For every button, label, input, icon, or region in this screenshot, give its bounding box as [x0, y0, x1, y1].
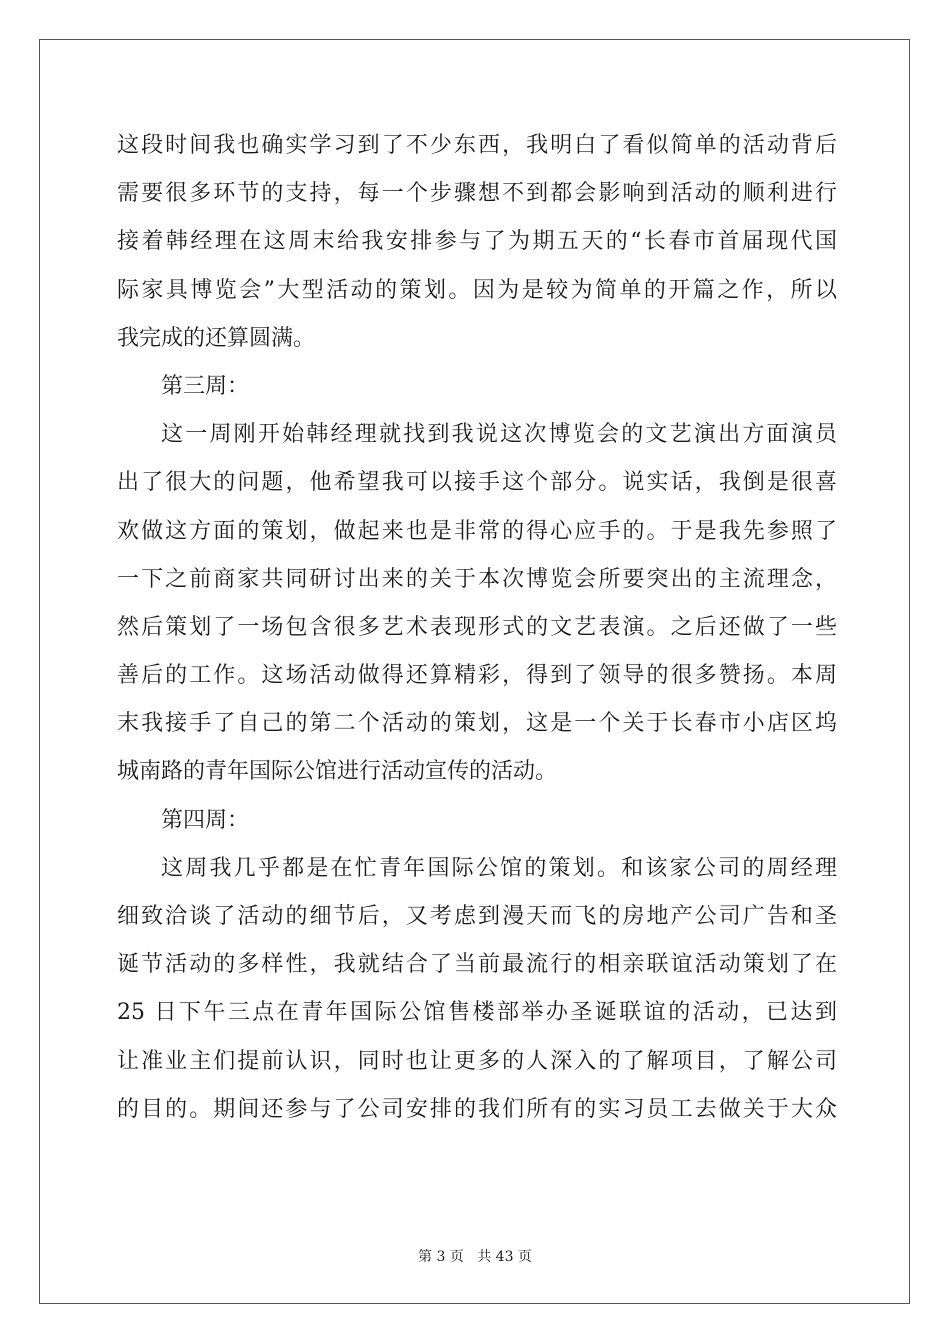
text-line: 这段时间我也确实学习到了不少东西，我明白了看似简单的活动背后 [117, 133, 837, 158]
text-line: 我完成的还算圆满。 [117, 325, 316, 351]
text-line: 然后策划了一场包含很多艺术表现形式的文艺表演。之后还做了一些 [117, 614, 837, 640]
text-line: 的目的。期间还参与了公司安排的我们所有的实习员工去做关于大众 [117, 1096, 837, 1122]
section-heading-week-3: 第三周： [161, 373, 250, 399]
text-line: 一下之前商家共同研讨出来的关于本次博览会所要突出的主流理念， [117, 566, 837, 592]
text-line: 出了很大的问题，他希望我可以接手这个部分。说实话，我倒是很喜 [117, 470, 837, 496]
text-line: 末我接手了自己的第二个活动的策划，这是一个关于长春市小店区坞 [117, 711, 837, 737]
text-line: 需要很多环节的支持，每一个步骤想不到都会影响到活动的顺利进行 [117, 181, 837, 207]
text-line: 细致洽谈了活动的细节后，又考虑到漫天而飞的房地产公司广告和圣 [117, 904, 837, 929]
text-line: 欢做这方面的策划，做起来也是非常的得心应手的。于是我先参照了 [117, 518, 837, 544]
text-line: 让准业主们提前认识，同时也让更多的人深入的了解项目，了解公司 [117, 1048, 837, 1074]
document-body [117, 122, 837, 1134]
text-line: 接着韩经理在这周末给我安排参与了为期五天的“长春市首届现代国 [117, 229, 837, 255]
page-total: 共 43 页 [477, 1249, 532, 1265]
text-line: 城南路的青年国际公馆进行活动宣传的活动。 [117, 759, 558, 785]
text-line: 善后的工作。这场活动做得还算精彩，得到了领导的很多赞扬。本周 [117, 663, 837, 689]
text-line: 诞节活动的多样性，我就结合了当前最流行的相亲联谊活动策划了在 [117, 952, 837, 978]
text-line: 25 日下午三点在青年国际公馆售楼部举办圣诞联谊的活动，已达到 [117, 1000, 837, 1026]
page-footer [0, 1246, 950, 1266]
text-line: 际家具博览会”大型活动的策划。因为是较为简单的开篇之作，所以 [117, 277, 837, 303]
page-number: 第 3 页 [418, 1249, 464, 1265]
text-line: 这周我几乎都是在忙青年国际公馆的策划。和该家公司的周经理 [161, 855, 837, 881]
text-line: 这一周刚开始韩经理就找到我说这次博览会的文艺演出方面演员 [161, 422, 837, 448]
section-heading-week-4: 第四周： [161, 807, 250, 833]
